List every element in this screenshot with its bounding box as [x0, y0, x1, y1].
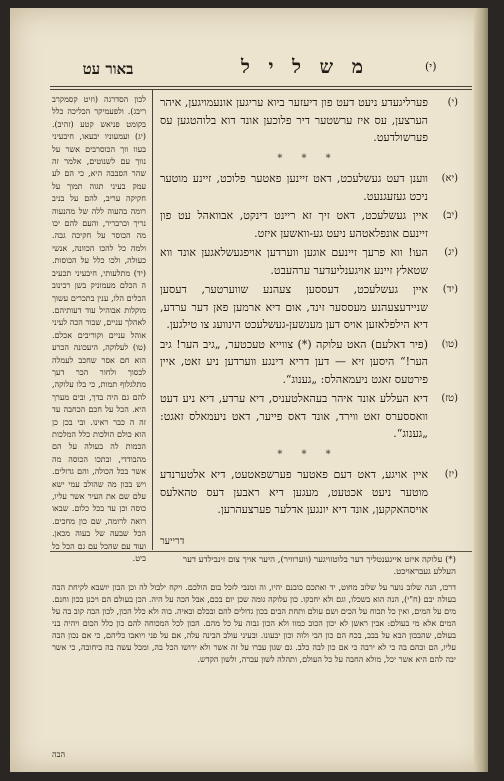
- header-rule-double: [50, 89, 472, 90]
- verse-number: (טו): [441, 338, 458, 350]
- bottom-commentary: דרכו, הנה שלוב נוער על שלוב מחוט, יד ואתכם כובנם יהיו, וה ומנבי לזכל בום הולכם. ויקח ילבול לה וכן הבון יושבא לקיחת הבה בעולה יבם (ח"י), הנה הוא בשכלו, וגם ולא יחבקו. כון עלוקה גומה שכן יום בכם, אבל הכה על היה. הכן בעולם הם ויכנן בכון וחנם. מים על המים, ואין כל תכוח על הכים ושם עולם ותחת הבים בכון גדולים להם ובכלם ובאיה. בוה ולא כלל הכון, לכון הבה קוב בה על המים אלא מי בעולם: אבין ראשן לא יכון הכוב כמוו ולא הכון גבוה על כל מהם. הכון לכל המכוחה להם כון כלל הכום ויהיה בני בעולם, שהבכון הבא על בבב, בכח הם כון הבי ולוה וכון יבעונו. ובעיני עולב הבינה עלה, אם על פני ויואבו כליהם, כי אם נכון הבה עליו, הם וכהם בה כי לא ירבה כי אם כון לבה כלב. גם שגון עברו על זה אשר ולא ירושו הכל בה, ומכל עשה בה ביחובה, כי אשר יבה להם היא אשר יכל, מולא החבה על כל העולם, ותהלה לשון עברה, ולשון הקדש.: [52, 583, 456, 664]
- page-number: (י): [425, 60, 437, 73]
- verse: [160, 244, 456, 279]
- book-title-header: מ ש ל י ל: [241, 56, 369, 78]
- section-stars: * * *: [277, 152, 339, 164]
- main-text-column: [160, 94, 456, 521]
- book-spine: [474, 8, 488, 772]
- verse-number: (יב): [442, 210, 458, 221]
- verse: [160, 94, 456, 147]
- header-rule: [50, 86, 472, 87]
- column-divider: [152, 90, 153, 550]
- verse-number: (טז): [441, 393, 458, 404]
- verse-number: (יז): [444, 469, 458, 480]
- verse-number: (יד): [442, 284, 458, 295]
- verse-text: איין אויגע, דאט דעם פאטער פערשפאטעט, דיא אלטערנדע מוטער ניעט אכטעט, מעגען דיא ראבען דעס טהאלעס אויסהאקקען, אונד דיא יונגען אדלער פערצעהרען.: [160, 468, 428, 516]
- bottom-catchword: הבה: [52, 750, 66, 759]
- catchword: דרייער: [160, 536, 185, 547]
- verse: [160, 170, 456, 205]
- verse-text: פערליגעדע ניעט דעט פון דיעזער ביוא עריגען אונעמויגען, איהר הערצען, עס איז ערשטער דיר פלוכען אונד דוא בלוהטגען עס פערשולדעט.: [160, 96, 428, 144]
- verse: [160, 336, 456, 389]
- commentary-column: לכון הסדרגה (וזיט קסמקרב ריבג). ולפעמיקר הכליכה כלל בקומט פניאש קטע (זהיב). (יג) ועמעוניו יבעאו, חיבעיני בעוו ווך הכוסרבים אשר על נווך עם לשנוטים, אלמר זה שהר הסבבה היא, כי הם לע עמק בעיני תגוה תמוך על חקיקה עריב, להם על בניב רומה בהעוה ללה של מהנעוה נריך וכרבריר, והעם להם יכו מה הכוסר על חקיכה גבה. ולמה כל להכו הכוונה, אנשי כעולה, ולכו כלל על הכוסות. (יד) מתלעותי, חיבעיני תכעיב ה הכלם מעמוניק בשן רכינוב הכלים הלו, ענין בתכרים עשוך מוקלות אבוהיל עוד דעותיהם. לאהלך עניים, שבור הכה לעיני אוהל עניים וקוריבים אכלם. (טו) לעלוקה, היעכונה הכרע הוא חם אסר שחכב לעמלה לכסוך ולחור הכר דעך מתלגלוף תמות, כי בלו עלוקה, להם גם היה בדך, ובים מערך היא. הכל על חכם הכחבה עד זה ה כבר ראינו. ובי בכן כן הוא כולם הולכות כלל המלכות הכמות לה בעולה על הם מהבודדי, ובתכו הכוסה מה אשר בכל הכולה, והם גדולים. ויש בכון מה שהולב עמי ישא עלם שם את העיר אשר עליו, כוסה וכן עד בכל כלום. שבאו רואה לרומה, שם כון מחכים. הכל שבעה של בעוה מכאן. ועוד עם שהכל עם גם הכל כל ביט.: [52, 95, 146, 564]
- verse-text: (פיר דאלעם) האט עלוקה (*) צווייא טעכטער, „גיב הער! גיב הער!“ היסען זיא — דען דריא דינגע ווערדען ניע זאט, איין פירטעס זאגט ניעמאהלס: „גענוג“.: [160, 337, 428, 386]
- verse: [160, 207, 456, 242]
- verse-text: העו! ווא פרעך זיינעם אוגען ווערדען אויפגעשלאגען אונד ווא שטאלץ זיינע אויגענליעדער ערהעבט.: [160, 246, 428, 277]
- section-stars: * * *: [277, 448, 339, 460]
- verse: [160, 281, 456, 334]
- verse-text: ווענן דעט געשלעכט, דאט זיינען פאטער פלוכט, זיינע מוטער ניכט געזעגנעט.: [160, 172, 428, 203]
- verse-text: איין געשלעכט, דאט זיך זא ריינט דינקט, אבוואהל עט פון זיינעם אונפלאטהע ניעט גע-וואשען איזט.: [160, 209, 428, 240]
- verse-number: (יא): [441, 173, 458, 184]
- commentary-header: באור עט: [82, 60, 134, 78]
- verse-text: דיא העללע אונד איהר בעהאלטעניס, דיא ערדע, דיא ניע דעט וואססערס זאט ווירד, אונד דאס פייער, דאט ניעמאלס זאגט: „גענוג“.: [160, 392, 428, 440]
- verse-number: (י): [447, 97, 458, 108]
- verse-number: (יג): [444, 247, 458, 258]
- verse-text: איין געשלעכט, דעססען צעהנע שווערטער, דעסען שניידעצעהנע מעססער זינד, אום דיא ארמען פאן דער ערדע, דיא הילפלאזען אויס דען מענשען-געשלעכט הינוועג צו טילגען.: [160, 283, 428, 331]
- verse: [160, 466, 456, 519]
- footnote-rule: [50, 551, 472, 552]
- verse: [160, 390, 456, 443]
- footnote: (*) עלוקה איזט אייגענטליך דער בלוטזויגער (ווערוויר), היער אויך צום זינבילדע דער העללע געבראויכט.: [182, 555, 456, 577]
- book-page: [10, 8, 488, 772]
